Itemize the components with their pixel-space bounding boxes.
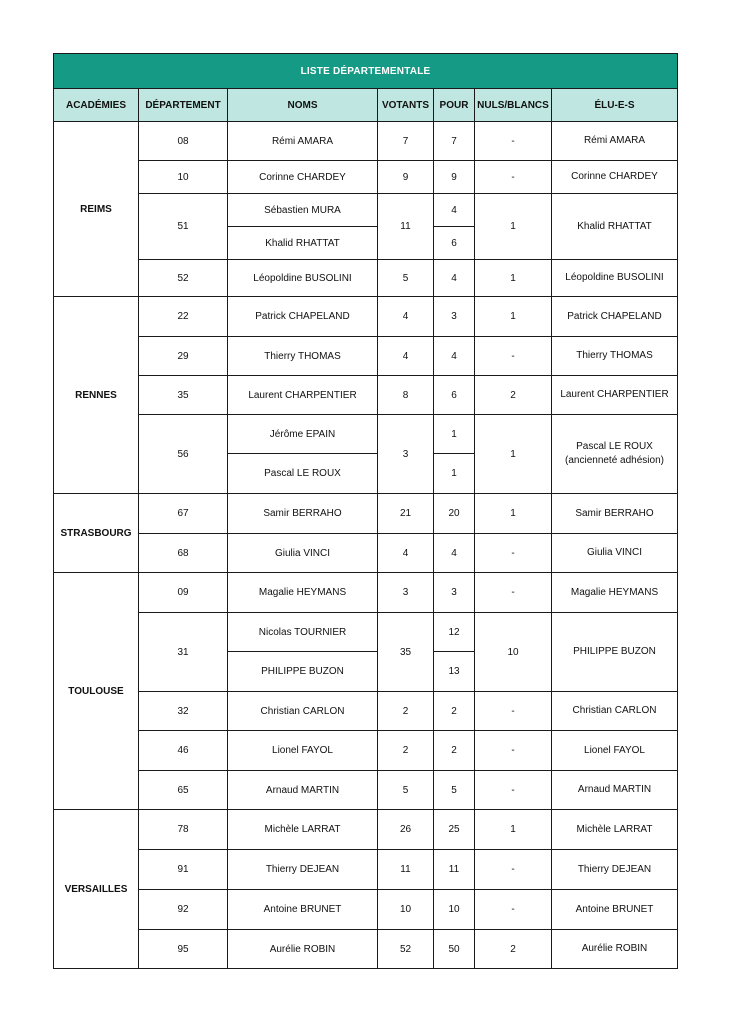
candidate-name: Antoine BRUNET xyxy=(228,890,378,930)
nuls-blancs-count: - xyxy=(475,850,552,890)
elected-name: Lionel FAYOL xyxy=(584,744,645,756)
election-results-table xyxy=(53,53,678,969)
pour-count: 2 xyxy=(434,731,475,771)
nuls-blancs-count: - xyxy=(475,122,552,161)
nuls-blancs-count: 1 xyxy=(475,297,552,337)
nuls-blancs-count: 1 xyxy=(475,415,552,494)
table-row xyxy=(54,297,678,337)
candidate-name: Khalid RHATTAT xyxy=(228,227,378,260)
candidate-name: Jérôme EPAIN xyxy=(228,415,378,454)
nuls-blancs-count: 1 xyxy=(475,494,552,534)
pour-count: 4 xyxy=(434,534,475,573)
nuls-blancs-count: - xyxy=(475,692,552,731)
elected-cell xyxy=(552,161,678,194)
elected-name: Giulia VINCI xyxy=(586,547,642,558)
pour-count: 25 xyxy=(434,810,475,850)
candidate-name: PHILIPPE BUZON xyxy=(228,652,378,692)
table-body xyxy=(54,122,678,969)
elected-cell xyxy=(552,890,678,930)
candidate-name: Lionel FAYOL xyxy=(228,731,378,771)
votants-count: 52 xyxy=(378,930,434,969)
header-elus: ÉLU-E-S xyxy=(552,89,678,122)
nuls-blancs-count: 2 xyxy=(475,376,552,415)
elected-cell xyxy=(552,810,678,850)
department-code: 68 xyxy=(139,534,228,573)
table-row xyxy=(54,494,678,534)
table-row xyxy=(54,122,678,161)
academy-name: VERSAILLES xyxy=(54,810,139,969)
nuls-blancs-count: - xyxy=(475,771,552,810)
department-code: 10 xyxy=(139,161,228,194)
table-title-row xyxy=(54,54,678,89)
department-code: 32 xyxy=(139,692,228,731)
elected-name: Corinne CHARDEY xyxy=(571,171,658,182)
department-code: 29 xyxy=(139,337,228,376)
header-pour: POUR xyxy=(434,89,475,122)
votants-count: 26 xyxy=(378,810,434,850)
elected-cell xyxy=(552,573,678,613)
elected-name: Michèle LARRAT xyxy=(576,823,653,835)
nuls-blancs-count: 1 xyxy=(475,810,552,850)
department-code: 09 xyxy=(139,573,228,613)
pour-count: 3 xyxy=(434,297,475,337)
pour-count: 50 xyxy=(434,930,475,969)
academy-name: STRASBOURG xyxy=(54,494,139,573)
votants-count: 5 xyxy=(378,771,434,810)
votants-count: 3 xyxy=(378,415,434,494)
candidate-name: Michèle LARRAT xyxy=(228,810,378,850)
header-academies: ACADÉMIES xyxy=(54,89,139,122)
elected-name: Pascal LE ROUX xyxy=(576,441,653,452)
candidate-name: Laurent CHARPENTIER xyxy=(228,376,378,415)
nuls-blancs-count: 10 xyxy=(475,613,552,692)
pour-count: 4 xyxy=(434,337,475,376)
pour-count: 2 xyxy=(434,692,475,731)
nuls-blancs-count: 1 xyxy=(475,194,552,260)
department-code: 31 xyxy=(139,613,228,692)
elected-name: Antoine BRUNET xyxy=(575,903,654,915)
votants-count: 5 xyxy=(378,260,434,297)
nuls-blancs-count: - xyxy=(475,337,552,376)
elected-note: (ancienneté adhésion) xyxy=(565,455,664,466)
nuls-blancs-count: - xyxy=(475,161,552,194)
department-code: 92 xyxy=(139,890,228,930)
votants-count: 11 xyxy=(378,194,434,260)
elected-name: Thierry DEJEAN xyxy=(577,863,652,875)
elected-name: Samir BERRAHO xyxy=(575,507,654,519)
candidate-name: Thierry DEJEAN xyxy=(228,850,378,890)
pour-count: 10 xyxy=(434,890,475,930)
header-nuls-blancs: NULS/BLANCS xyxy=(475,89,552,122)
table-row xyxy=(54,810,678,850)
votants-count: 21 xyxy=(378,494,434,534)
candidate-name: Christian CARLON xyxy=(228,692,378,731)
department-code: 67 xyxy=(139,494,228,534)
pour-count: 11 xyxy=(434,850,475,890)
pour-count: 1 xyxy=(434,454,475,494)
elected-name: Laurent CHARPENTIER xyxy=(560,389,669,400)
candidate-name: Giulia VINCI xyxy=(228,534,378,573)
elected-name: Thierry THOMAS xyxy=(576,350,653,361)
votants-count: 3 xyxy=(378,573,434,613)
elected-cell xyxy=(552,930,678,969)
elected-cell xyxy=(552,692,678,731)
department-code: 95 xyxy=(139,930,228,969)
academy-name: TOULOUSE xyxy=(54,573,139,810)
elected-cell xyxy=(552,122,678,161)
department-code: 35 xyxy=(139,376,228,415)
elected-name: PHILIPPE BUZON xyxy=(573,646,656,657)
votants-count: 7 xyxy=(378,122,434,161)
header-votants: VOTANTS xyxy=(378,89,434,122)
column-header-row xyxy=(54,89,678,122)
elected-name: Rémi AMARA xyxy=(583,135,646,146)
pour-count: 4 xyxy=(434,194,475,227)
elected-name: Aurélie ROBIN xyxy=(581,943,648,954)
elected-cell xyxy=(552,850,678,890)
table-row xyxy=(54,692,678,731)
pour-count: 12 xyxy=(434,613,475,652)
elected-name: Arnaud MARTIN xyxy=(577,784,652,795)
candidate-name: Léopoldine BUSOLINI xyxy=(228,260,378,297)
table-row xyxy=(54,613,678,652)
pour-count: 9 xyxy=(434,161,475,194)
nuls-blancs-count: - xyxy=(475,731,552,771)
elected-name: Magalie HEYMANS xyxy=(570,586,659,598)
pour-count: 5 xyxy=(434,771,475,810)
department-code: 22 xyxy=(139,297,228,337)
pour-count: 4 xyxy=(434,260,475,297)
elected-cell xyxy=(552,613,678,692)
elected-name: Khalid RHATTAT xyxy=(577,220,652,232)
candidate-name: Samir BERRAHO xyxy=(228,494,378,534)
department-code: 46 xyxy=(139,731,228,771)
votants-count: 11 xyxy=(378,850,434,890)
table-row xyxy=(54,337,678,376)
table-title: LISTE DÉPARTEMENTALE xyxy=(54,54,678,89)
votants-count: 4 xyxy=(378,297,434,337)
table-row xyxy=(54,534,678,573)
elected-cell xyxy=(552,194,678,260)
votants-count: 9 xyxy=(378,161,434,194)
academy-name: REIMS xyxy=(54,122,139,297)
pour-count: 6 xyxy=(434,227,475,260)
votants-count: 4 xyxy=(378,337,434,376)
elected-cell xyxy=(552,297,678,337)
candidate-name: Sébastien MURA xyxy=(228,194,378,227)
votants-count: 4 xyxy=(378,534,434,573)
elected-cell xyxy=(552,260,678,297)
candidate-name: Arnaud MARTIN xyxy=(228,771,378,810)
pour-count: 6 xyxy=(434,376,475,415)
table-row xyxy=(54,194,678,227)
pour-count: 20 xyxy=(434,494,475,534)
table-row xyxy=(54,850,678,890)
table-row xyxy=(54,573,678,613)
table-row xyxy=(54,260,678,297)
table-row xyxy=(54,930,678,969)
table-row xyxy=(54,161,678,194)
candidate-name: Thierry THOMAS xyxy=(228,337,378,376)
elected-cell xyxy=(552,337,678,376)
elected-cell xyxy=(552,494,678,534)
nuls-blancs-count: - xyxy=(475,534,552,573)
department-code: 91 xyxy=(139,850,228,890)
department-code: 08 xyxy=(139,122,228,161)
department-code: 65 xyxy=(139,771,228,810)
candidate-name: Aurélie ROBIN xyxy=(228,930,378,969)
nuls-blancs-count: - xyxy=(475,573,552,613)
elected-name: Christian CARLON xyxy=(572,705,657,716)
table-row xyxy=(54,731,678,771)
table-row xyxy=(54,376,678,415)
candidate-name: Nicolas TOURNIER xyxy=(228,613,378,652)
department-code: 51 xyxy=(139,194,228,260)
candidate-name: Rémi AMARA xyxy=(228,122,378,161)
nuls-blancs-count: 1 xyxy=(475,260,552,297)
pour-count: 7 xyxy=(434,122,475,161)
department-code: 56 xyxy=(139,415,228,494)
candidate-name: Pascal LE ROUX xyxy=(228,454,378,494)
table-row xyxy=(54,890,678,930)
elected-cell xyxy=(552,415,678,494)
elected-cell xyxy=(552,731,678,771)
pour-count: 3 xyxy=(434,573,475,613)
votants-count: 10 xyxy=(378,890,434,930)
elected-cell xyxy=(552,771,678,810)
nuls-blancs-count: - xyxy=(475,890,552,930)
candidate-name: Corinne CHARDEY xyxy=(228,161,378,194)
nuls-blancs-count: 2 xyxy=(475,930,552,969)
candidate-name: Magalie HEYMANS xyxy=(228,573,378,613)
candidate-name: Patrick CHAPELAND xyxy=(228,297,378,337)
elected-name: Léopoldine BUSOLINI xyxy=(565,272,664,283)
academy-name: RENNES xyxy=(54,297,139,494)
elected-cell xyxy=(552,376,678,415)
elected-cell xyxy=(552,534,678,573)
pour-count: 1 xyxy=(434,415,475,454)
table-row xyxy=(54,415,678,454)
header-departement: DÉPARTEMENT xyxy=(139,89,228,122)
department-code: 52 xyxy=(139,260,228,297)
header-noms: NOMS xyxy=(228,89,378,122)
votants-count: 8 xyxy=(378,376,434,415)
votants-count: 35 xyxy=(378,613,434,692)
votants-count: 2 xyxy=(378,692,434,731)
pour-count: 13 xyxy=(434,652,475,692)
table-row xyxy=(54,771,678,810)
department-code: 78 xyxy=(139,810,228,850)
votants-count: 2 xyxy=(378,731,434,771)
elected-name: Patrick CHAPELAND xyxy=(567,310,662,322)
